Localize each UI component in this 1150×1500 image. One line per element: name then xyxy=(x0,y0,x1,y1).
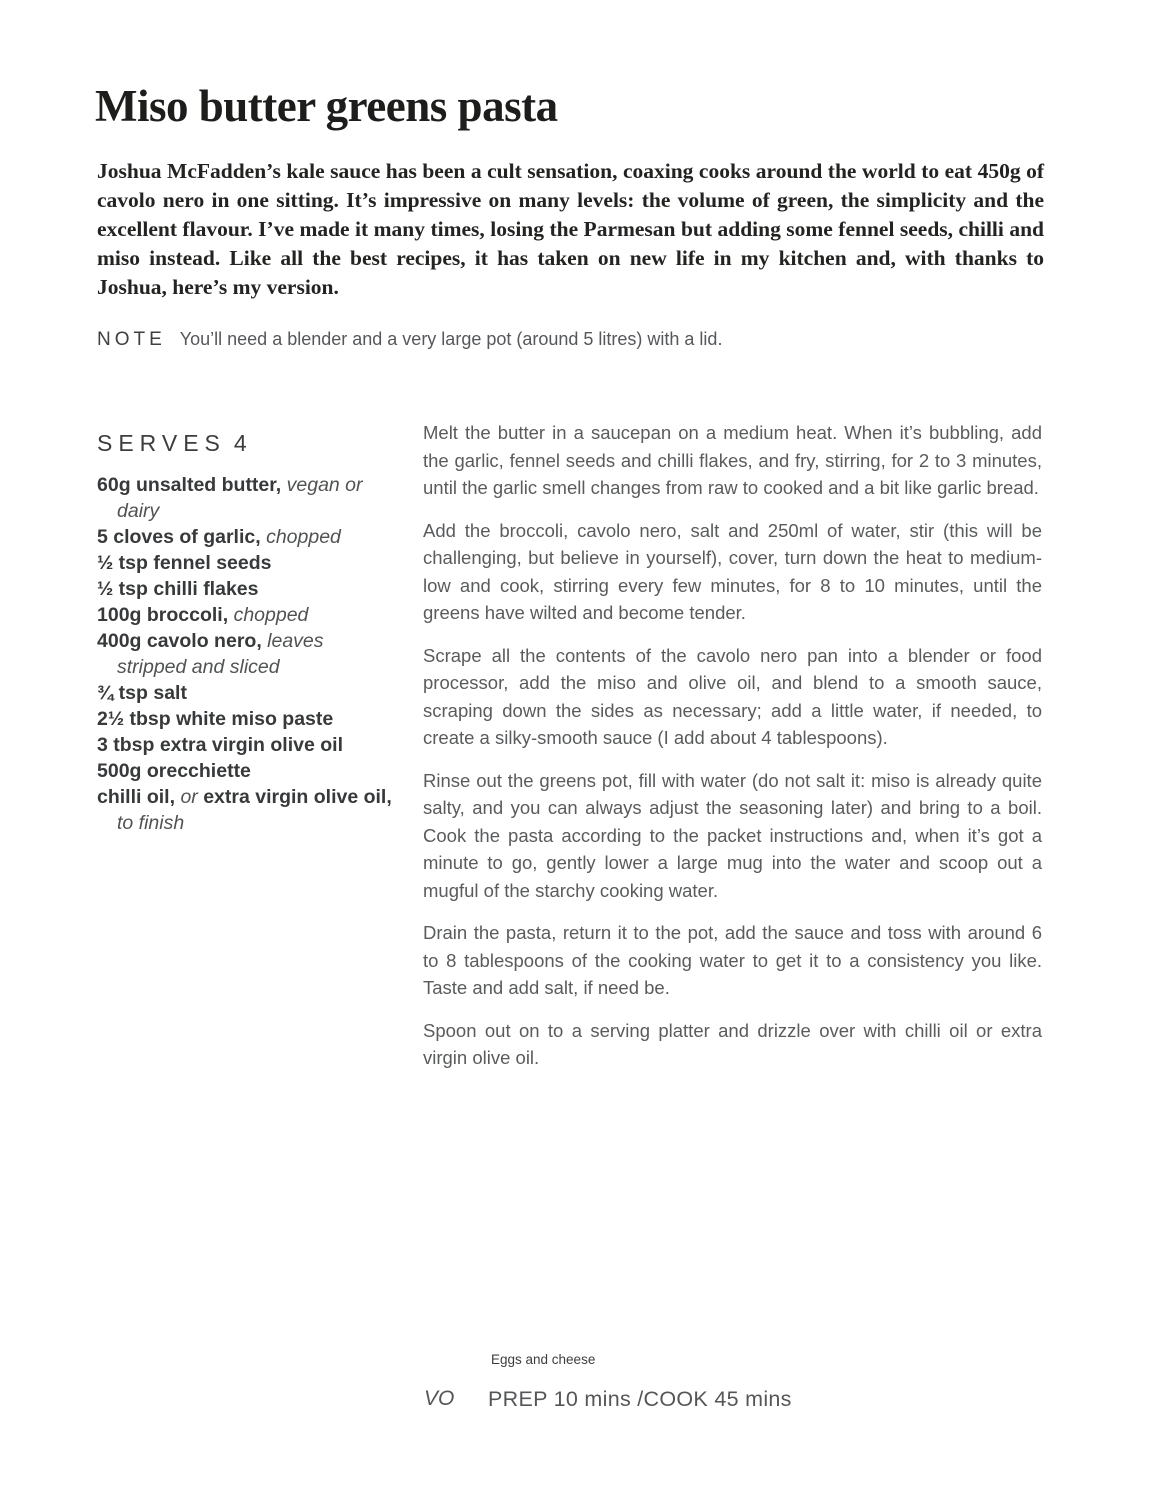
method-paragraph: Rinse out the greens pot, fill with water (do not salt it: miso is already quite salty, and you can always adjust the seasoning later) and bring to a boil. Cook the pasta according to the packet instructions and, when it’s got a minute to go, gently lower a large mug into the water and scoop out a mugful of the starchy cooking water. xyxy=(423,769,1042,901)
diet-code: VO xyxy=(424,1387,455,1410)
prep-cook-time: PREP 10 mins /COOK 45 mins xyxy=(488,1387,792,1411)
chapter-category: Eggs and cheese xyxy=(491,1352,596,1367)
page-title: Miso butter greens pasta xyxy=(95,81,558,131)
method-paragraph: Drain the pasta, return it to the pot, add the sauce and toss with around 6 to 8 tablespoons of the cooking water to get it to a consistency you like. Taste and add salt, if need be. xyxy=(423,922,1042,998)
ingredient-item: 400g cavolo nero, leaves stripped and sliced xyxy=(97,630,324,678)
note-line xyxy=(97,329,1044,351)
serves-value: 4 xyxy=(233,430,253,456)
ingredient-item: 60g unsalted butter, vegan or dairy xyxy=(97,474,363,522)
method-column xyxy=(423,419,1042,1087)
ingredient-item: chilli oil, or extra virgin olive oil, to finish xyxy=(97,786,392,834)
method xyxy=(423,419,1042,1072)
method-paragraph: Scrape all the contents of the cavolo nero pan into a blender or food processor, add the miso and olive oil, and blend to a smooth sauce, scraping down the sides as necessary; add a little water, if needed, to create a silky-smooth sauce (I add about 4 tablespoons). xyxy=(423,644,1042,748)
ingredient-item: ¾ tsp salt xyxy=(97,682,187,704)
ingredients-list xyxy=(97,472,393,836)
ingredient-item: 100g broccoli, chopped xyxy=(97,604,309,626)
note-text: You’ll need a blender and a very large pot (around 5 litres) with a lid. xyxy=(179,329,723,349)
ingredient-item: ½ tsp fennel seeds xyxy=(97,552,272,574)
ingredient-item: ½ tsp chilli flakes xyxy=(97,578,259,600)
ingredient-item: 3 tbsp extra virgin olive oil xyxy=(97,734,343,756)
ingredient-item: 2½ tbsp white miso paste xyxy=(97,708,334,730)
serves-label: SERVES xyxy=(97,430,226,456)
intro-paragraph: Joshua McFadden’s kale sauce has been a cult sensation, coaxing cooks around the world to eat 450g of cavolo nero in one sitting. It’s impressive on many levels: the volume of green, the simplicity and the excellent flavour. I’ve made it many times, losing the Parmesan but adding some fennel seeds, chilli and miso instead. Like all the best recipes, it has taken on new life in my kitchen and, with thanks to Joshua, here’s my version. xyxy=(97,159,1044,299)
serves-heading xyxy=(97,430,393,457)
method-paragraph: Spoon out on to a serving platter and drizzle over with chilli oil or extra virgin olive oil. xyxy=(423,1019,1042,1068)
method-paragraph: Add the broccoli, cavolo nero, salt and 250ml of water, stir (this will be challenging, but believe in yourself), cover, turn down the heat to medium-low and cook, stirring every few minutes, for 8 to 10 minutes, until the greens have wilted and become tender. xyxy=(423,519,1042,623)
method-paragraph: Melt the butter in a saucepan on a medium heat. When it’s bubbling, add the garlic, fennel seeds and chilli flakes, and fry, stirring, for 2 to 3 minutes, until the garlic smell changes from raw to cooked and a bit like garlic bread. xyxy=(423,422,1042,498)
note-label: NOTE xyxy=(97,329,166,350)
ingredient-item: 5 cloves of garlic, chopped xyxy=(97,526,341,548)
ingredient-item: 500g orecchiette xyxy=(97,760,251,782)
ingredients-column xyxy=(97,430,393,836)
